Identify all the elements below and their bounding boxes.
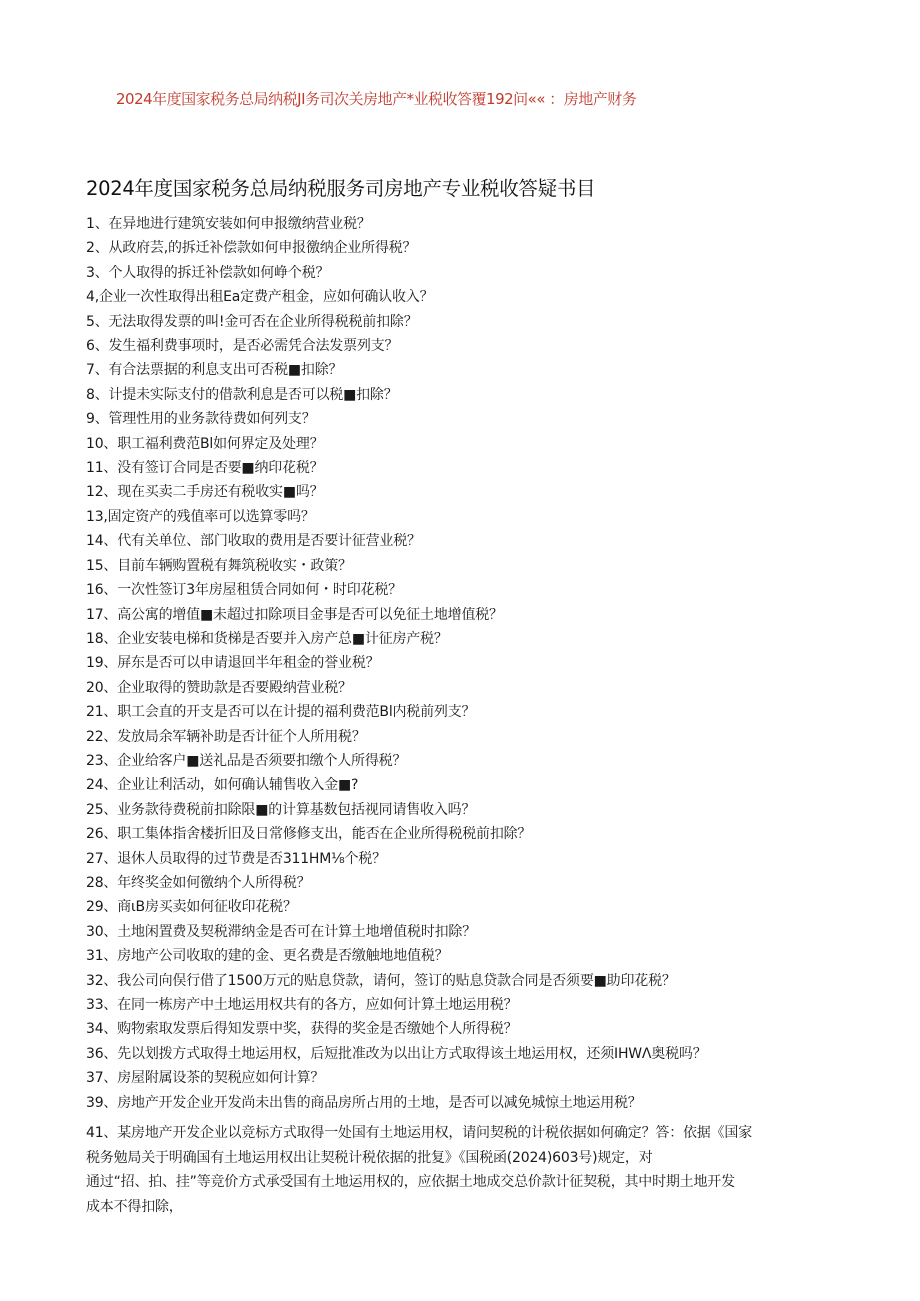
list-item: 1、在异地进行建筑安装如何申报缴纳营业税？ xyxy=(86,216,371,232)
list-item: 28、年终奖金如何徼纳个人所得税？ xyxy=(86,874,311,891)
list-item: 36、先以划拨方式取得土地运用权，后短批准改为以出让方式取得该土地运用权，还须IHWΛ奥税吗？ xyxy=(86,1045,707,1062)
list-item: 37、房屋附属设茶的契税应如何计算？ xyxy=(86,1070,325,1087)
list-item: 18、企业安装电梯和货梯是否要并入房产总■计征房产税？ xyxy=(86,630,448,647)
answer-paragraph xyxy=(86,1121,846,1219)
list-item: 12、现在买卖二手房还有税收实■吗？ xyxy=(86,484,324,501)
list-item: 3、个人取得的拆迁补偿款如何峥个税？ xyxy=(86,264,330,281)
list-item: 26、职工集体指舍楼折旧及日常修修支出，能否在企业所得税税前扣除？ xyxy=(86,826,532,843)
list-item: 23、企业给客户■送礼品是否须要扣缴个人所得税？ xyxy=(86,752,407,769)
list-item: 19、屏东是否可以申请退回半年租金的誉业税？ xyxy=(86,655,380,672)
list-item: 25、业务款待费税前扣除限■的计算基数包括视同请售收入吗？ xyxy=(86,801,476,818)
list-item: 10、职工福利费范Bl如何界定及处理？ xyxy=(86,435,324,452)
answer-line: 通过“招、拍、挂”等竞价方式承受国有土地运用权的，应依据土地成交总价款计征契税，其中时期土地开发 xyxy=(86,1174,735,1190)
list-item: 5、无法取得发票的叫!金可否在企业所得税税前扣除？ xyxy=(86,313,418,330)
list-item: 2、从政府芸,的拆迁补偿款如何申报徼纳企业所得税？ xyxy=(86,240,417,257)
list-item: 29、商ιB房买卖如何征收印花税？ xyxy=(86,899,297,916)
list-item: 13,固定资产的残值率可以选算零吗？ xyxy=(86,508,315,525)
list-item: 17、高公寓的增值■未超过扣除项目金事是否可以免征土地增值税？ xyxy=(86,606,503,623)
list-item: 14、代有关单位、部门收取的费用是否要计征营业税？ xyxy=(86,533,421,550)
list-item: 7、有合法票据的利息支出可否税■扣除？ xyxy=(86,362,343,379)
list-item: 21、职工会直的开支是否可以在计提的福利费范Bl内税前列支？ xyxy=(86,704,476,721)
list-item: 33、在同一栋房产中土地运用权共有的各方，应如何计算土地运用税？ xyxy=(86,997,518,1013)
question-list xyxy=(86,212,846,1115)
list-item: 15、目前车辆购置税有舞筑税收实・政策？ xyxy=(86,557,352,574)
list-item: 39、房地产开发企业开发尚未出售的商品房所占用的土地，是否可以减免城惊土地运用税？ xyxy=(86,1094,642,1111)
list-item: 31、房地产公司收取的建的金、更名费是否缴触地地值税？ xyxy=(86,948,449,965)
list-item: 34、购物索取发票后得知发票中奖，获得的奖金是否缴她个人所得税？ xyxy=(86,1021,518,1038)
page-header: 2024年度国家税务总局纳税JI务司次关房地产*业税收答覆192问«« ：房地产财务 xyxy=(116,90,637,108)
list-item: 30、土地闲置费及契税滞纳金是否可在计算土地增值税时扣除？ xyxy=(86,923,477,940)
answer-line: 41、某房地产开发企业以竞标方式取得一处国有土地运用权，请问契税的计税依据如何确定？答：依据《国家 xyxy=(86,1125,753,1141)
list-item: 9、管理性用的业务款待费如何列支？ xyxy=(86,411,316,428)
answer-line: 税务勉局关于明确国有土地运用权出让契税计税依据的批复》《国税函(2024)603号)规定，对 xyxy=(86,1149,653,1166)
list-item: 4,企业一次性取得出租Ea定费产租金，应如何确认收入？ xyxy=(86,289,434,306)
list-item: 24、企业让利活动，如何确认辅售收入金■? xyxy=(86,777,359,794)
list-item: 8、计提未实际支付的借款利息是否可以税■扣除？ xyxy=(86,386,398,403)
list-item: 6、发生福利费事项时，是否必需凭合法发票列支？ xyxy=(86,338,399,355)
list-item: 22、发放局余军辆补助是否计征个人所用税？ xyxy=(86,728,366,745)
list-item: 27、退休人员取得的过节费是否311HM⅛个税？ xyxy=(86,850,386,867)
list-item: 16、一次性签订3年房屋租赁合同如何・时印花税？ xyxy=(86,582,402,599)
list-item: 32、我公司向俣行借了1500万元的贴息贷款，请何，签订的贴息贷款合同是否须要■助印花税？ xyxy=(86,972,676,989)
answer-line: 成本不得扣除， xyxy=(86,1198,183,1215)
list-item: 20、企业取得的赞助款是否要殿纳营业税？ xyxy=(86,679,352,696)
list-item: 11、没有签订合同是否要■纳印花税？ xyxy=(86,460,324,477)
document-title: 2024年度国家税务总局纳税服务司房地产专业税收答疑书目 xyxy=(86,177,596,200)
